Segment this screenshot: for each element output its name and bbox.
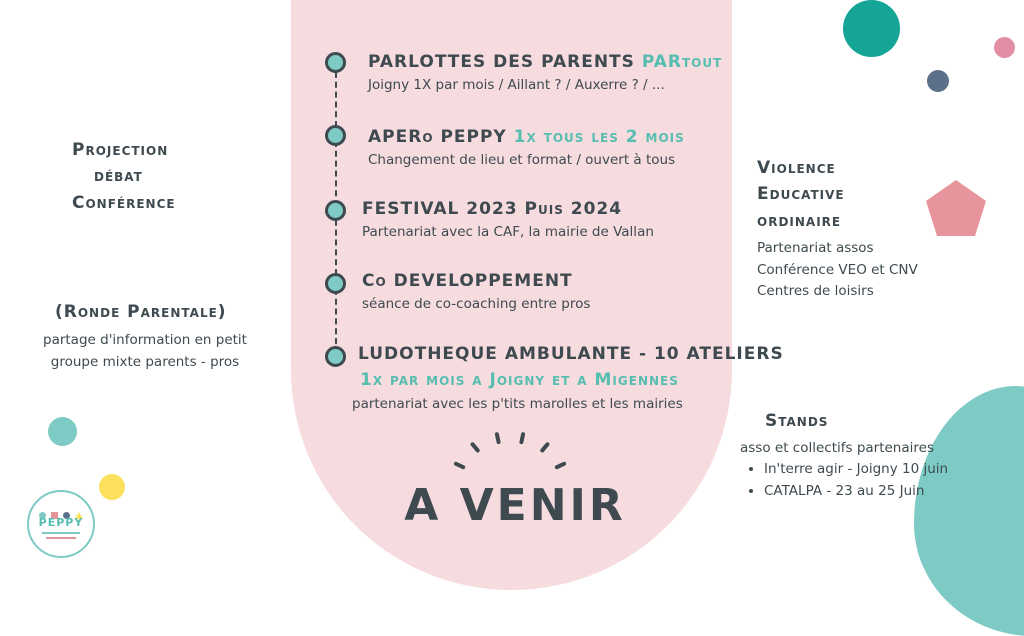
teal-circle-large bbox=[843, 0, 900, 57]
stands-intro: asso et collectifs partenaires bbox=[740, 440, 934, 456]
yellow-circle bbox=[99, 474, 125, 500]
stands-heading: Stands bbox=[765, 411, 829, 431]
timeline-item-2 bbox=[368, 124, 685, 172]
timeline-text-1: Joigny 1X par mois / Aillant ? / Auxerre ? / ... bbox=[368, 77, 665, 94]
violence-heading bbox=[757, 155, 845, 234]
timeline-text-5: partenariat avec les p'tits marolles et les mairies bbox=[352, 395, 683, 412]
violence-line-3: ordinaire bbox=[757, 210, 842, 231]
teal-circle-left bbox=[48, 417, 77, 446]
teal-blob-shape bbox=[914, 386, 1024, 636]
sun-rays-decoration bbox=[455, 430, 565, 475]
slate-circle bbox=[927, 70, 949, 92]
timeline-accent-5: 1x par mois a Joigny et a Migennes bbox=[360, 370, 679, 391]
logo-tagline bbox=[42, 532, 80, 534]
timeline-text-3: Partenariat avec la CAF, la mairie de Vallan bbox=[362, 224, 654, 241]
logo-text: PEPPY bbox=[38, 516, 84, 529]
a-venir-title: A VENIR bbox=[404, 480, 626, 531]
violence-detail-3: Centres de loisirs bbox=[757, 283, 874, 300]
ronde-parentale-text: partage d'information en petit groupe mixte parents - pros bbox=[43, 332, 247, 370]
timeline-dot-5 bbox=[325, 346, 346, 367]
logo-shapes bbox=[29, 504, 93, 514]
timeline-dot-4 bbox=[325, 273, 346, 294]
timeline-item-3 bbox=[362, 196, 654, 244]
violence-line-2: Educative bbox=[757, 184, 845, 205]
timeline-dot-2 bbox=[325, 125, 346, 146]
timeline-item-1 bbox=[368, 49, 722, 97]
projection-line-1: Projection bbox=[72, 140, 169, 160]
projection-line-2: débat bbox=[94, 166, 143, 187]
timeline-text-2: Changement de lieu et format / ouvert à tous bbox=[368, 152, 676, 169]
timeline-dot-3 bbox=[325, 200, 346, 221]
timeline-title-4: Co DEVELOPPEMENT bbox=[362, 271, 573, 291]
pentagon-shape bbox=[924, 178, 988, 238]
timeline-title-1: PARLOTTES DES PARENTS bbox=[368, 52, 642, 72]
violence-line-1: Violence bbox=[757, 158, 836, 178]
timeline-dot-1 bbox=[325, 52, 346, 73]
stands-item-1: • In'terre agir - Joigny 10 juin bbox=[764, 459, 948, 481]
pink-circle-small bbox=[994, 37, 1015, 58]
projection-heading bbox=[72, 137, 176, 216]
timeline-item-5 bbox=[352, 341, 784, 415]
ronde-parentale-title: (Ronde Parentale) bbox=[55, 302, 227, 322]
timeline-accent-1: PARtout bbox=[641, 52, 723, 72]
timeline-text-4: séance de co-coaching entre pros bbox=[362, 296, 591, 313]
violence-detail-1: Partenariat assos bbox=[757, 240, 874, 256]
violence-detail-2: Conférence VEO et CNV bbox=[757, 261, 918, 278]
timeline-title-3: FESTIVAL 2023 Puis 2024 bbox=[362, 199, 623, 219]
stands-list bbox=[742, 459, 948, 502]
projection-line-3: Conférence bbox=[72, 192, 176, 213]
timeline-accent-2: 1x tous les 2 mois bbox=[513, 127, 685, 147]
logo-tagline-2 bbox=[46, 537, 76, 539]
timeline-item-4 bbox=[362, 268, 590, 316]
stands-item-2: • CATALPA - 23 au 25 Juin bbox=[764, 481, 948, 503]
timeline-title-5: LUDOTHEQUE AMBULANTE - 10 ATELIERS bbox=[358, 344, 784, 364]
timeline-title-2: APERo PEPPY bbox=[368, 127, 514, 147]
peppy-logo bbox=[27, 490, 95, 558]
violence-details bbox=[757, 238, 918, 303]
